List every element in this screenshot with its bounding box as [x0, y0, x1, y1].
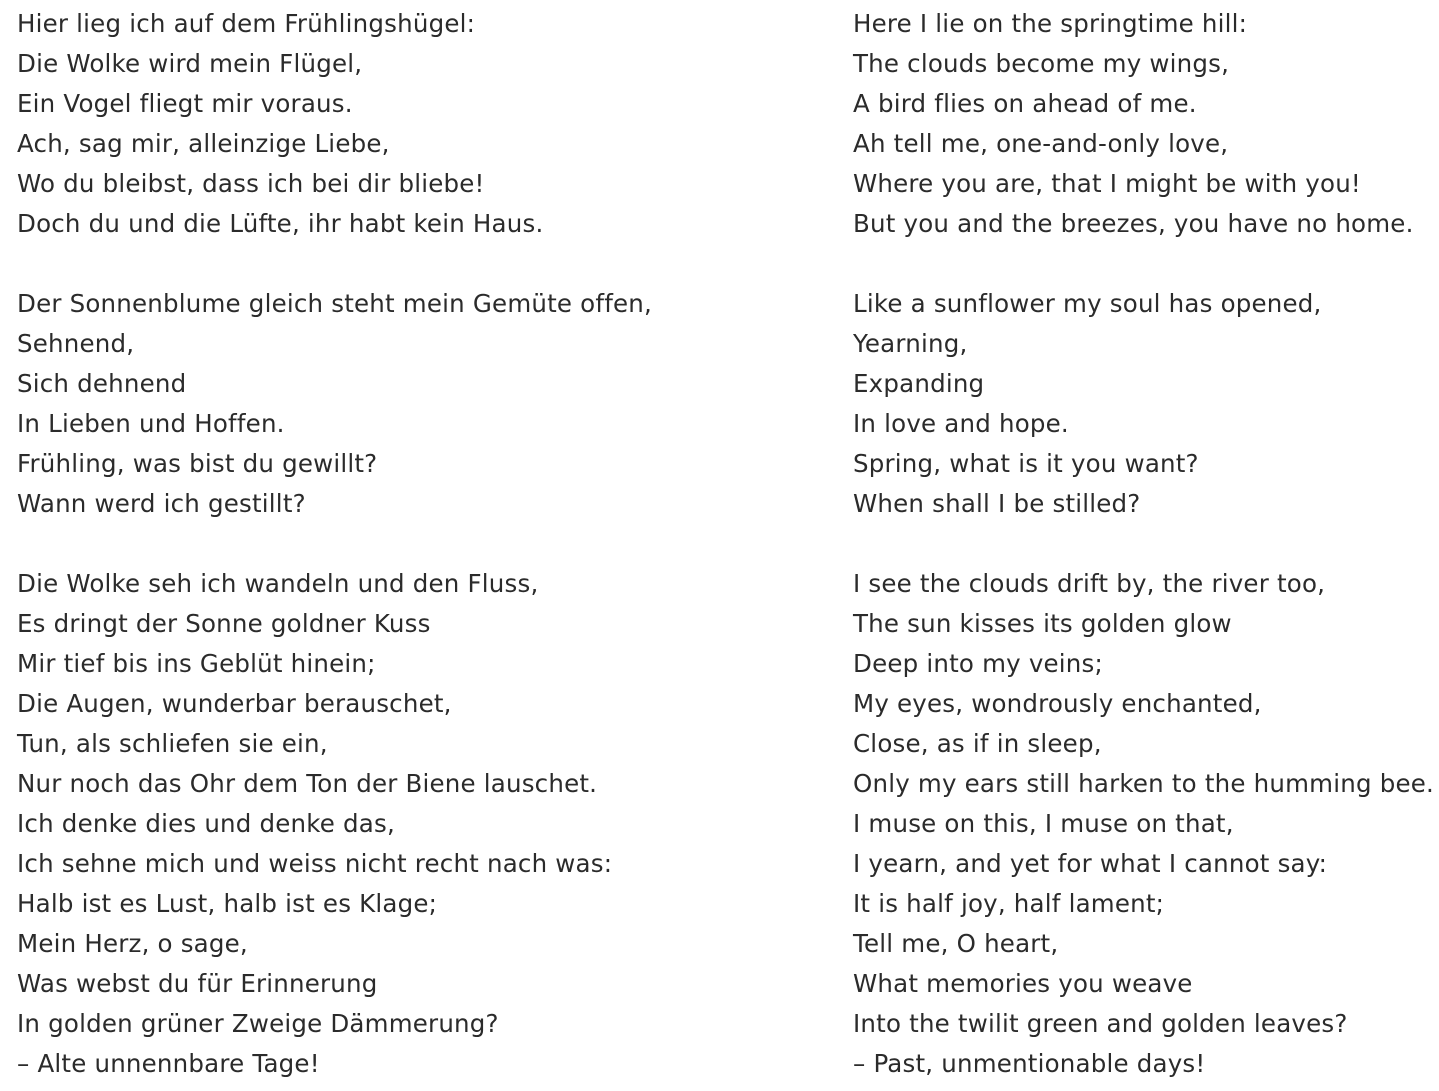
poem-line: I see the clouds drift by, the river too,: [853, 569, 1326, 598]
english-stanza-1: [853, 4, 1433, 244]
poem-line: Into the twilit green and golden leaves?: [853, 1009, 1348, 1038]
poem-line: Wo du bleibst, dass ich bei dir bliebe!: [17, 169, 485, 198]
poem-line: Doch du und die Lüfte, ihr habt kein Haus.: [17, 209, 544, 238]
poem-line: The sun kisses its golden glow: [853, 609, 1232, 638]
english-column: [853, 4, 1433, 1091]
poem-line: Frühling, was bist du gewillt?: [17, 449, 378, 478]
poem-line: Nur noch das Ohr dem Ton der Biene lauschet.: [17, 769, 598, 798]
poem-line: Was webst du für Erinnerung: [17, 969, 378, 998]
poem-line: Der Sonnenblume gleich steht mein Gemüte offen,: [17, 289, 653, 318]
poem-line: The clouds become my wings,: [853, 49, 1230, 78]
poem-line: My eyes, wondrously enchanted,: [853, 689, 1262, 718]
poem-line: A bird flies on ahead of me.: [853, 89, 1197, 118]
poem-line: Ich denke dies und denke das,: [17, 809, 395, 838]
poem-line: But you and the breezes, you have no home.: [853, 209, 1414, 238]
poem-line: Mir tief bis ins Geblüt hinein;: [17, 649, 376, 678]
poem-line: Mein Herz, o sage,: [17, 929, 248, 958]
poem-line: I muse on this, I muse on that,: [853, 809, 1234, 838]
poem-line: Tun, als schliefen sie ein,: [17, 729, 328, 758]
poem-line: Close, as if in sleep,: [853, 729, 1102, 758]
poem-line: In Lieben und Hoffen.: [17, 409, 285, 438]
german-stanza-1: [17, 4, 817, 244]
poem-line: What memories you weave: [853, 969, 1193, 998]
poem-line: Ein Vogel fliegt mir voraus.: [17, 89, 353, 118]
poem-line: Hier lieg ich auf dem Frühlingshügel:: [17, 9, 476, 38]
poem-line: It is half joy, half lament;: [853, 889, 1165, 918]
poem-line: Here I lie on the springtime hill:: [853, 9, 1248, 38]
poem-line: Ah tell me, one-and-only love,: [853, 129, 1229, 158]
poem-line: Expanding: [853, 369, 985, 398]
german-stanza-3: [17, 564, 817, 1084]
poem-line: Spring, what is it you want?: [853, 449, 1199, 478]
poem-line: Halb ist es Lust, halb ist es Klage;: [17, 889, 438, 918]
poem-line: Sich dehnend: [17, 369, 187, 398]
poem-line: Ach, sag mir, alleinzige Liebe,: [17, 129, 390, 158]
poem-line: Die Wolke seh ich wandeln und den Fluss,: [17, 569, 539, 598]
poem-line: Where you are, that I might be with you!: [853, 169, 1361, 198]
poem-line: Like a sunflower my soul has opened,: [853, 289, 1322, 318]
poem-line: – Alte unnennbare Tage!: [17, 1049, 320, 1078]
german-stanza-2: [17, 284, 817, 524]
poem-line: Sehnend,: [17, 329, 135, 358]
poem-line: – Past, unmentionable days!: [853, 1049, 1206, 1078]
poem-line: In golden grüner Zweige Dämmerung?: [17, 1009, 499, 1038]
poem-line: Deep into my veins;: [853, 649, 1103, 678]
poem-line: I yearn, and yet for what I cannot say:: [853, 849, 1328, 878]
poem-line: When shall I be stilled?: [853, 489, 1141, 518]
poem-line: Es dringt der Sonne goldner Kuss: [17, 609, 431, 638]
german-column: [17, 4, 817, 1091]
english-stanza-3: [853, 564, 1433, 1084]
poem-line: Yearning,: [853, 329, 968, 358]
poem-line: Wann werd ich gestillt?: [17, 489, 306, 518]
english-stanza-2: [853, 284, 1433, 524]
poem-line: Die Augen, wunderbar berauschet,: [17, 689, 452, 718]
poem-line: In love and hope.: [853, 409, 1069, 438]
poem-line: Only my ears still harken to the humming bee.: [853, 769, 1434, 798]
poem-line: Die Wolke wird mein Flügel,: [17, 49, 363, 78]
poem-line: Ich sehne mich und weiss nicht recht nach was:: [17, 849, 613, 878]
poem-line: Tell me, O heart,: [853, 929, 1059, 958]
